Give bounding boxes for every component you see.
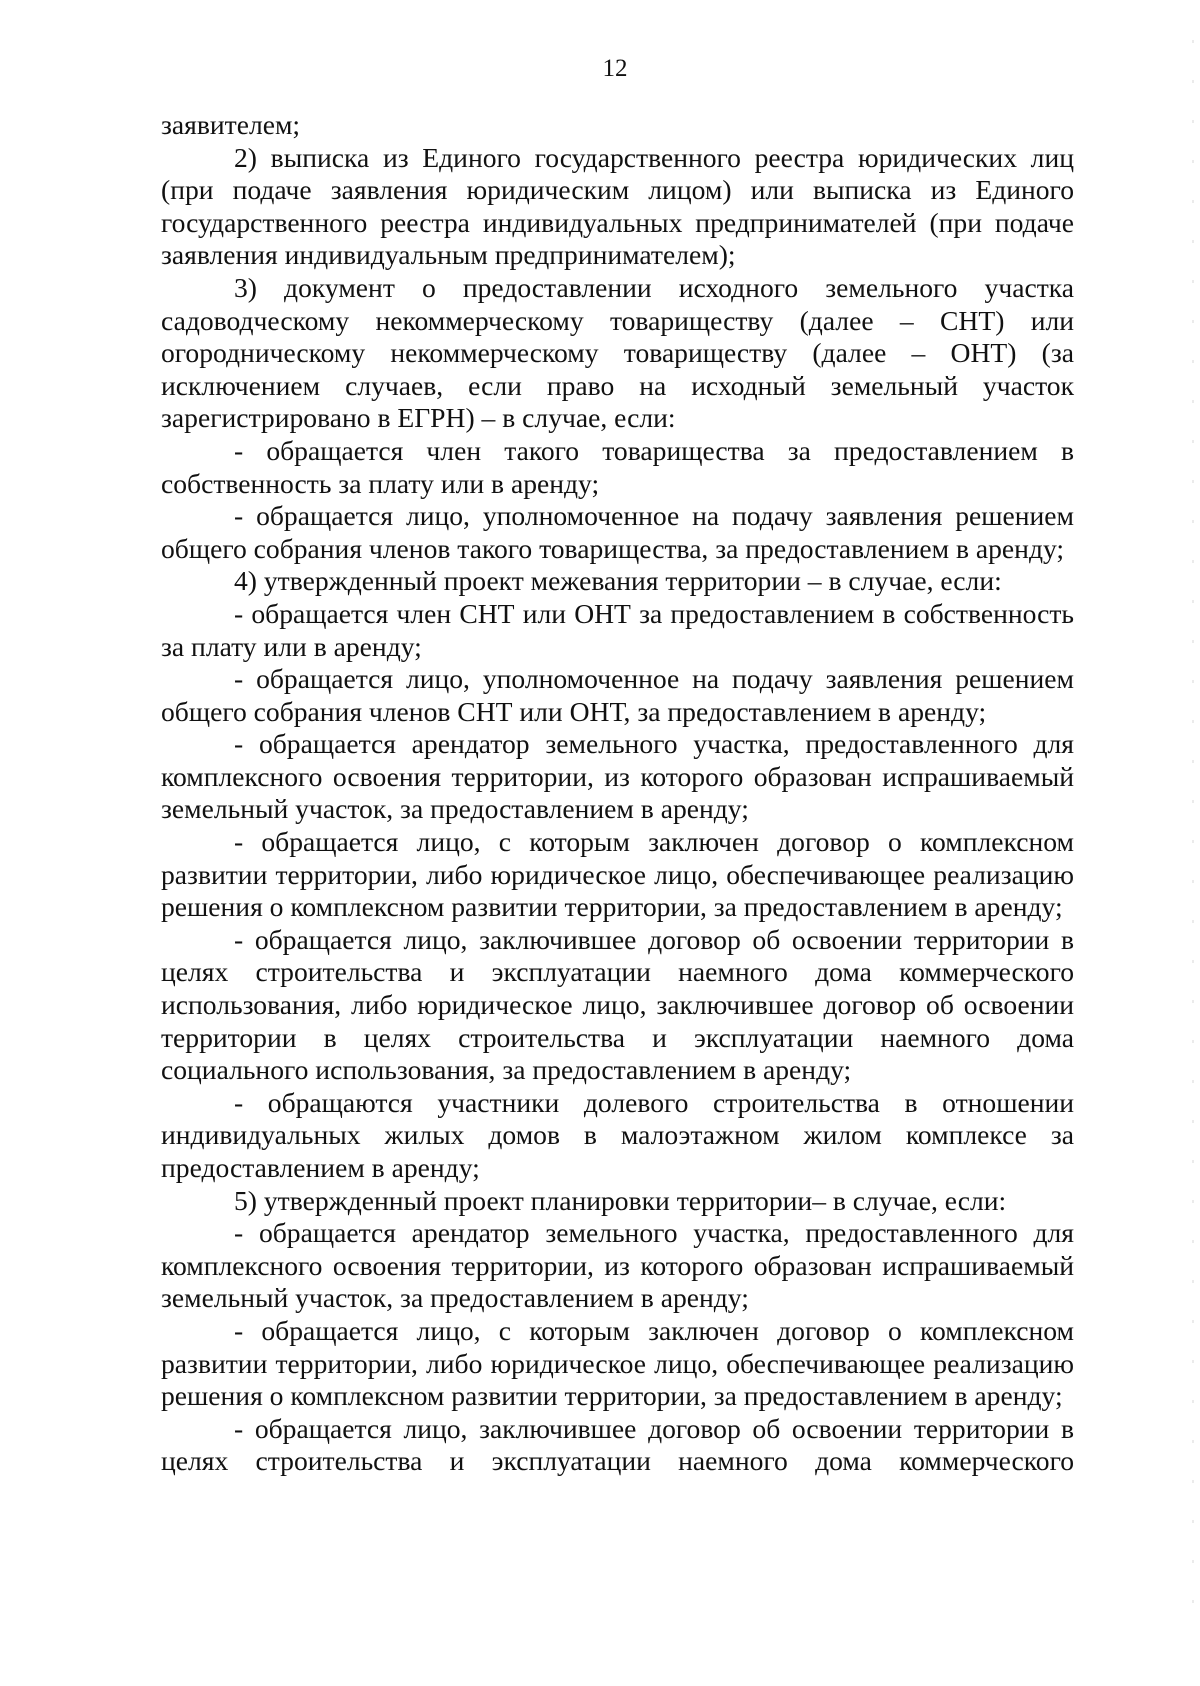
bullet-rental-housing-contract: - обращается лицо, заключившее договор об освоении территории в целях строительства и эксплуатации наемного дома коммерческого использования, либо юридическое лицо, заключившее договор об освоении территории в целях строительства и эксплуатации наемного дома социального использования, за предоставлением в аренду;	[161, 923, 1074, 1086]
bullet-rental-housing-contract-2: - обращается лицо, заключившее договор об освоении территории в целях строительства и эксплуатации наемного дома коммерческого	[161, 1412, 1074, 1477]
bullet-complex-territory-contract-2: - обращается лицо, с которым заключен договор о комплексном развитии территории, либо юридическое лицо, обеспечивающее реализацию решения о комплексном развитии территории, за предоставлением в аренду;	[161, 1314, 1074, 1412]
list-item-3-snt-ont-document: 3) документ о предоставлении исходного земельного участка садоводческому некоммерческому товариществу (далее – СНТ) или огородническому некоммерческому товариществу (далее – ОНТ) (за исключением случаев, если право на исходный земельный участок зарегистрировано в ЕГРН) – в случае, если:	[161, 271, 1074, 434]
list-item-2-egrul-extract: 2) выписка из Единого государственного реестра юридических лиц (при подаче заявления юридическим лицом) или выписка из Единого государственного реестра индивидуальных предпринимателей (при подаче заявления индивидуальным предпринимателем);	[161, 141, 1074, 271]
bullet-tenant-complex-development-2: - обращается арендатор земельного участка, предоставленного для комплексного освоения территории, из которого образован испрашиваемый земельный участок, за предоставлением в аренду;	[161, 1217, 1074, 1314]
list-item-4-surveying-project: 4) утвержденный проект межевания территории – в случае, если:	[234, 565, 1002, 597]
bullet-member-applies: - обращается член такого товарищества за предоставлением в собственность за плату или в аренду;	[161, 434, 1074, 499]
page-number: 12	[602, 55, 628, 82]
scan-edge-artifact	[1192, 40, 1194, 1620]
bullet-complex-territory-contract: - обращается лицо, с которым заключен договор о комплексном развитии территории, либо юридическое лицо, обеспечивающее реализацию решения о комплексном развитии территории, за предоставлением в аренду;	[161, 826, 1074, 923]
bullet-authorized-person: - обращается лицо, уполномоченное на подачу заявления решением общего собрания членов такого товарищества, за предоставлением в аренду;	[161, 500, 1074, 564]
document-body	[161, 109, 1074, 1478]
list-item-5-planning-project: 5) утвержденный проект планировки территории– в случае, если:	[234, 1184, 1007, 1216]
bullet-tenant-complex-development: - обращается арендатор земельного участка, предоставленного для комплексного освоения территории, из которого образован испрашиваемый земельный участок, за предоставлением в аренду;	[161, 728, 1074, 825]
bullet-shared-construction-participants: - обращаются участники долевого строительства в отношении индивидуальных жилых домов в малоэтажном жилом комплексе за предоставлением в аренду;	[161, 1086, 1074, 1183]
bullet-snt-ont-member: - обращается член СНТ или ОНТ за предоставлением в собственность за плату или в аренду;	[161, 597, 1074, 662]
bullet-authorized-person-snt-ont: - обращается лицо, уполномоченное на подачу заявления решением общего собрания членов СНТ или ОНТ, за предоставлением в аренду;	[161, 663, 1074, 727]
paragraph-continuation: заявителем;	[161, 109, 301, 140]
